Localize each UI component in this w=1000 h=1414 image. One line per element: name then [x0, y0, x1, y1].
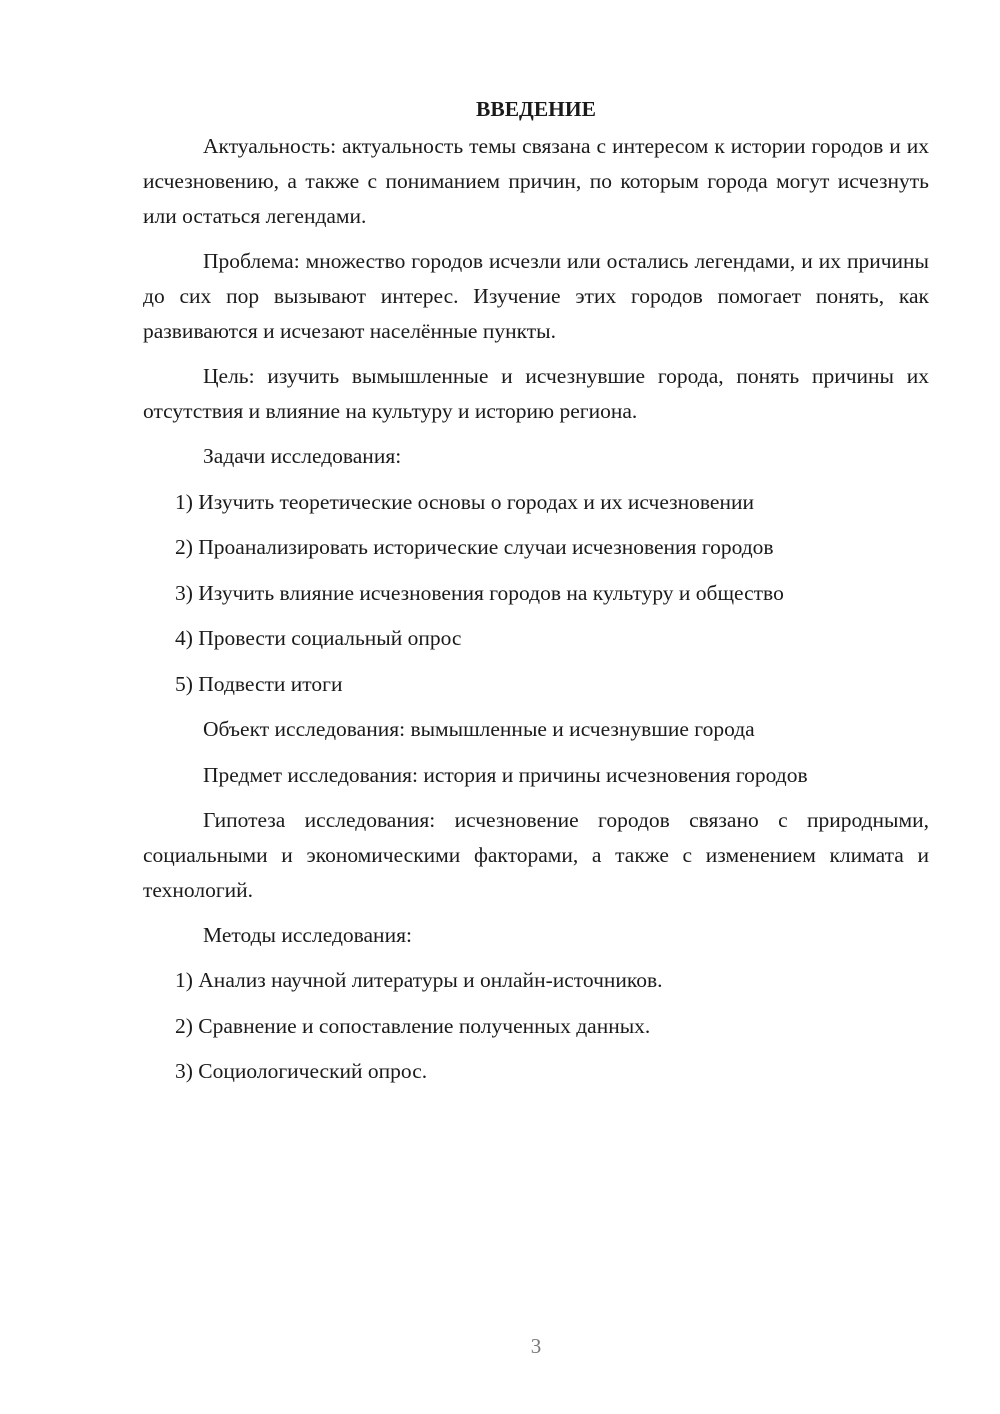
task-item: 4) Провести социальный опрос [175, 626, 462, 650]
problem-paragraph: Проблема: множество городов исчезли или остались легендами, и их причины до сих пор вызывают интерес. Изучение этих городов помогает понять, как развиваются и исчезают населённые пункты. [143, 249, 929, 343]
method-item: 1) Анализ научной литературы и онлайн-источников. [175, 968, 663, 992]
hypothesis-paragraph: Гипотеза исследования: исчезновение городов связано с природными, социальными и экономическими факторами, а также с изменением климата и технологий. [143, 807, 929, 902]
method-item: 2) Сравнение и сопоставление полученных данных. [175, 1013, 651, 1038]
task-item: 3) Изучить влияние исчезновения городов на культуру и общество [175, 580, 784, 605]
section-title: ВВЕДЕНИЕ [476, 97, 596, 121]
goal-paragraph: Цель: изучить вымышленные и исчезнувшие города, понять причины их отсутствия и влияние на культуру и историю региона. [143, 364, 929, 423]
method-item: 3) Социологический опрос. [175, 1059, 428, 1083]
tasks-heading: Задачи исследования: [203, 444, 402, 468]
task-item: 2) Проанализировать исторические случаи исчезновения городов [175, 535, 774, 559]
page-number: 3 [530, 1334, 542, 1358]
research-object: Объект исследования: вымышленные и исчезнувшие города [203, 717, 755, 741]
task-item: 5) Подвести итоги [175, 671, 343, 696]
page-content [143, 92, 929, 1089]
task-item: 1) Изучить теоретические основы о городах и их исчезновении [175, 489, 754, 514]
relevance-paragraph: Актуальность: актуальность темы связана с интересом к истории городов и их исчезновению, а также с пониманием причин, по которым города могут исчезнуть или остаться легендами. [143, 134, 929, 228]
methods-heading: Методы исследования: [203, 922, 412, 947]
research-subject: Предмет исследования: история и причины исчезновения городов [203, 762, 808, 787]
